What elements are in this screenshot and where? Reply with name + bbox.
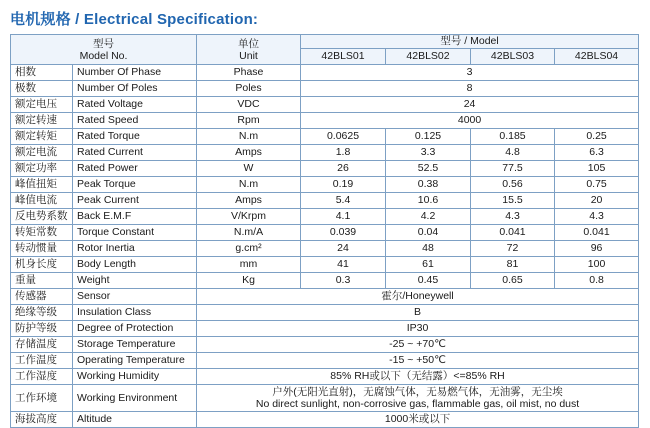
model-name-4: 42BLS04	[555, 49, 639, 65]
row-value-merged: 8	[301, 81, 639, 97]
row-value: 96	[555, 241, 639, 257]
page-title: 电机规格 / Electrical Specification:	[10, 11, 259, 28]
row-value: 20	[555, 193, 639, 209]
row-value-wide	[197, 337, 639, 353]
row-value: 6.3	[555, 145, 639, 161]
row-value-text: B	[414, 306, 422, 318]
row-value: 48	[386, 241, 471, 257]
row-value: 1.8	[301, 145, 386, 161]
row-unit: W	[197, 161, 301, 177]
model-group-header: 型号 / Model	[301, 35, 639, 49]
row-value: 0.56	[471, 177, 555, 193]
row-value: 100	[555, 257, 639, 273]
row-value: 41	[301, 257, 386, 273]
row-value: 4.3	[555, 209, 639, 225]
row-unit: N.m/A	[197, 225, 301, 241]
model-cn-label: 型号	[93, 37, 114, 50]
model-name-3: 42BLS03	[471, 49, 555, 65]
spec-row	[11, 412, 639, 428]
row-label-en: Working Environment	[73, 385, 197, 412]
spec-row	[11, 273, 639, 289]
row-value: 52.5	[386, 161, 471, 177]
spec-row	[11, 305, 639, 321]
spec-row	[11, 113, 639, 129]
row-value-text: 85% RH或以下（无结露）<=85% RH	[330, 370, 505, 382]
unit-en-label: Unit	[239, 49, 258, 62]
row-value: 5.4	[301, 193, 386, 209]
row-value: 0.039	[301, 225, 386, 241]
row-value-merged: 4000	[301, 113, 639, 129]
spec-row	[11, 257, 639, 273]
row-unit: Phase	[197, 65, 301, 81]
row-label-en: Body Length	[73, 257, 197, 273]
row-unit: Rpm	[197, 113, 301, 129]
row-value: 4.3	[471, 209, 555, 225]
spec-row	[11, 129, 639, 145]
row-value: 72	[471, 241, 555, 257]
row-label-en: Rated Power	[73, 161, 197, 177]
spec-row	[11, 97, 639, 113]
row-value-wide	[197, 369, 639, 385]
row-label-en: Operating Temperature	[73, 353, 197, 369]
row-value: 24	[301, 241, 386, 257]
row-value: 4.2	[386, 209, 471, 225]
row-value-text: IP30	[406, 322, 429, 334]
row-label-en: Weight	[73, 273, 197, 289]
spec-row	[11, 289, 639, 305]
row-unit: Poles	[197, 81, 301, 97]
row-label-en: Peak Torque	[73, 177, 197, 193]
row-label-cn: 反电势系数	[11, 209, 73, 225]
row-label-cn: 峰值扭矩	[11, 177, 73, 193]
row-value: 4.8	[471, 145, 555, 161]
spec-row	[11, 161, 639, 177]
model-en-label: Model No.	[79, 49, 128, 62]
row-value: 105	[555, 161, 639, 177]
row-label-cn: 工作温度	[11, 353, 73, 369]
row-value: 0.04	[386, 225, 471, 241]
row-label-cn: 额定电流	[11, 145, 73, 161]
row-value: 81	[471, 257, 555, 273]
header-row	[11, 35, 639, 49]
row-label-cn: 工作环境	[11, 385, 73, 412]
row-label-cn: 传感器	[11, 289, 73, 305]
row-label-en: Insulation Class	[73, 305, 197, 321]
row-label-cn: 峰值电流	[11, 193, 73, 209]
spec-row	[11, 321, 639, 337]
spec-table	[10, 34, 639, 428]
row-value-merged: 24	[301, 97, 639, 113]
row-value: 0.38	[386, 177, 471, 193]
spec-row	[11, 241, 639, 257]
row-label-cn: 极数	[11, 81, 73, 97]
row-value: 0.75	[555, 177, 639, 193]
row-label-cn: 工作湿度	[11, 369, 73, 385]
spec-row	[11, 177, 639, 193]
row-value-wide	[197, 385, 639, 412]
row-unit: N.m	[197, 129, 301, 145]
row-label-en: Rated Torque	[73, 129, 197, 145]
spec-row	[11, 193, 639, 209]
row-label-cn: 机身长度	[11, 257, 73, 273]
row-unit: V/Krpm	[197, 209, 301, 225]
row-label-en: Rotor Inertia	[73, 241, 197, 257]
row-value: 26	[301, 161, 386, 177]
spec-row	[11, 81, 639, 97]
row-label-cn: 重量	[11, 273, 73, 289]
spec-row	[11, 225, 639, 241]
row-label-cn: 转矩常数	[11, 225, 73, 241]
row-value: 0.3	[301, 273, 386, 289]
row-label-cn: 存储温度	[11, 337, 73, 353]
row-label-en: Number Of Poles	[73, 81, 197, 97]
row-unit: N.m	[197, 177, 301, 193]
row-value-text: 霍尔/Honeywell	[381, 290, 454, 302]
row-unit: VDC	[197, 97, 301, 113]
row-value: 0.0625	[301, 129, 386, 145]
spec-row	[11, 353, 639, 369]
row-value-text: 户外(无阳光直射)，无腐蚀气体，无易燃气体，无油雾，无尘埃	[272, 386, 563, 398]
row-value: 0.125	[386, 129, 471, 145]
model-no-header	[11, 35, 197, 65]
row-label-en: Back E.M.F	[73, 209, 197, 225]
spec-row	[11, 209, 639, 225]
row-value: 0.25	[555, 129, 639, 145]
row-label-en: Torque Constant	[73, 225, 197, 241]
row-label-cn: 额定转速	[11, 113, 73, 129]
row-label-en: Storage Temperature	[73, 337, 197, 353]
row-label-en: Degree of Protection	[73, 321, 197, 337]
row-label-en: Rated Current	[73, 145, 197, 161]
model-name-1: 42BLS01	[301, 49, 386, 65]
row-value-wide	[197, 412, 639, 428]
row-label-en: Rated Speed	[73, 113, 197, 129]
spec-row	[11, 369, 639, 385]
row-value: 10.6	[386, 193, 471, 209]
row-label-cn: 额定转矩	[11, 129, 73, 145]
row-label-en: Number Of Phase	[73, 65, 197, 81]
row-unit: g.cm²	[197, 241, 301, 257]
spec-row	[11, 65, 639, 81]
unit-header	[197, 35, 301, 65]
row-value: 4.1	[301, 209, 386, 225]
row-unit: Kg	[197, 273, 301, 289]
row-unit: Amps	[197, 145, 301, 161]
row-label-en: Sensor	[73, 289, 197, 305]
spec-row	[11, 337, 639, 353]
row-value: 0.185	[471, 129, 555, 145]
spec-table-container	[10, 34, 638, 428]
row-label-en: Rated Voltage	[73, 97, 197, 113]
row-label-cn: 海拔高度	[11, 412, 73, 428]
row-value-text: 1000米或以下	[384, 413, 451, 425]
row-value: 3.3	[386, 145, 471, 161]
row-label-cn: 转动惯量	[11, 241, 73, 257]
row-label-en: Altitude	[73, 412, 197, 428]
row-label-cn: 防护等级	[11, 321, 73, 337]
row-unit: mm	[197, 257, 301, 273]
row-value: 0.041	[471, 225, 555, 241]
row-value-wide	[197, 321, 639, 337]
row-label-en: Peak Current	[73, 193, 197, 209]
row-value: 0.45	[386, 273, 471, 289]
row-value-text: -25 ~ +70℃	[389, 338, 446, 350]
row-value-text-en: No direct sunlight, non-corrosive gas, flammable gas, oil mist, no dust	[255, 398, 580, 410]
row-value: 0.8	[555, 273, 639, 289]
row-unit: Amps	[197, 193, 301, 209]
spec-row	[11, 145, 639, 161]
row-value-merged: 3	[301, 65, 639, 81]
row-value-text: -15 ~ +50℃	[389, 354, 446, 366]
row-value: 0.041	[555, 225, 639, 241]
row-label-cn: 额定电压	[11, 97, 73, 113]
row-value: 0.65	[471, 273, 555, 289]
row-value: 61	[386, 257, 471, 273]
model-name-2: 42BLS02	[386, 49, 471, 65]
row-value: 15.5	[471, 193, 555, 209]
row-value-wide	[197, 353, 639, 369]
row-value: 0.19	[301, 177, 386, 193]
row-label-cn: 相数	[11, 65, 73, 81]
row-value: 77.5	[471, 161, 555, 177]
spec-row	[11, 385, 639, 412]
row-value-wide	[197, 289, 639, 305]
unit-cn-label: 单位	[238, 37, 260, 50]
row-label-cn: 绝缘等级	[11, 305, 73, 321]
row-label-cn: 额定功率	[11, 161, 73, 177]
row-label-en: Working Humidity	[73, 369, 197, 385]
row-value-wide	[197, 305, 639, 321]
